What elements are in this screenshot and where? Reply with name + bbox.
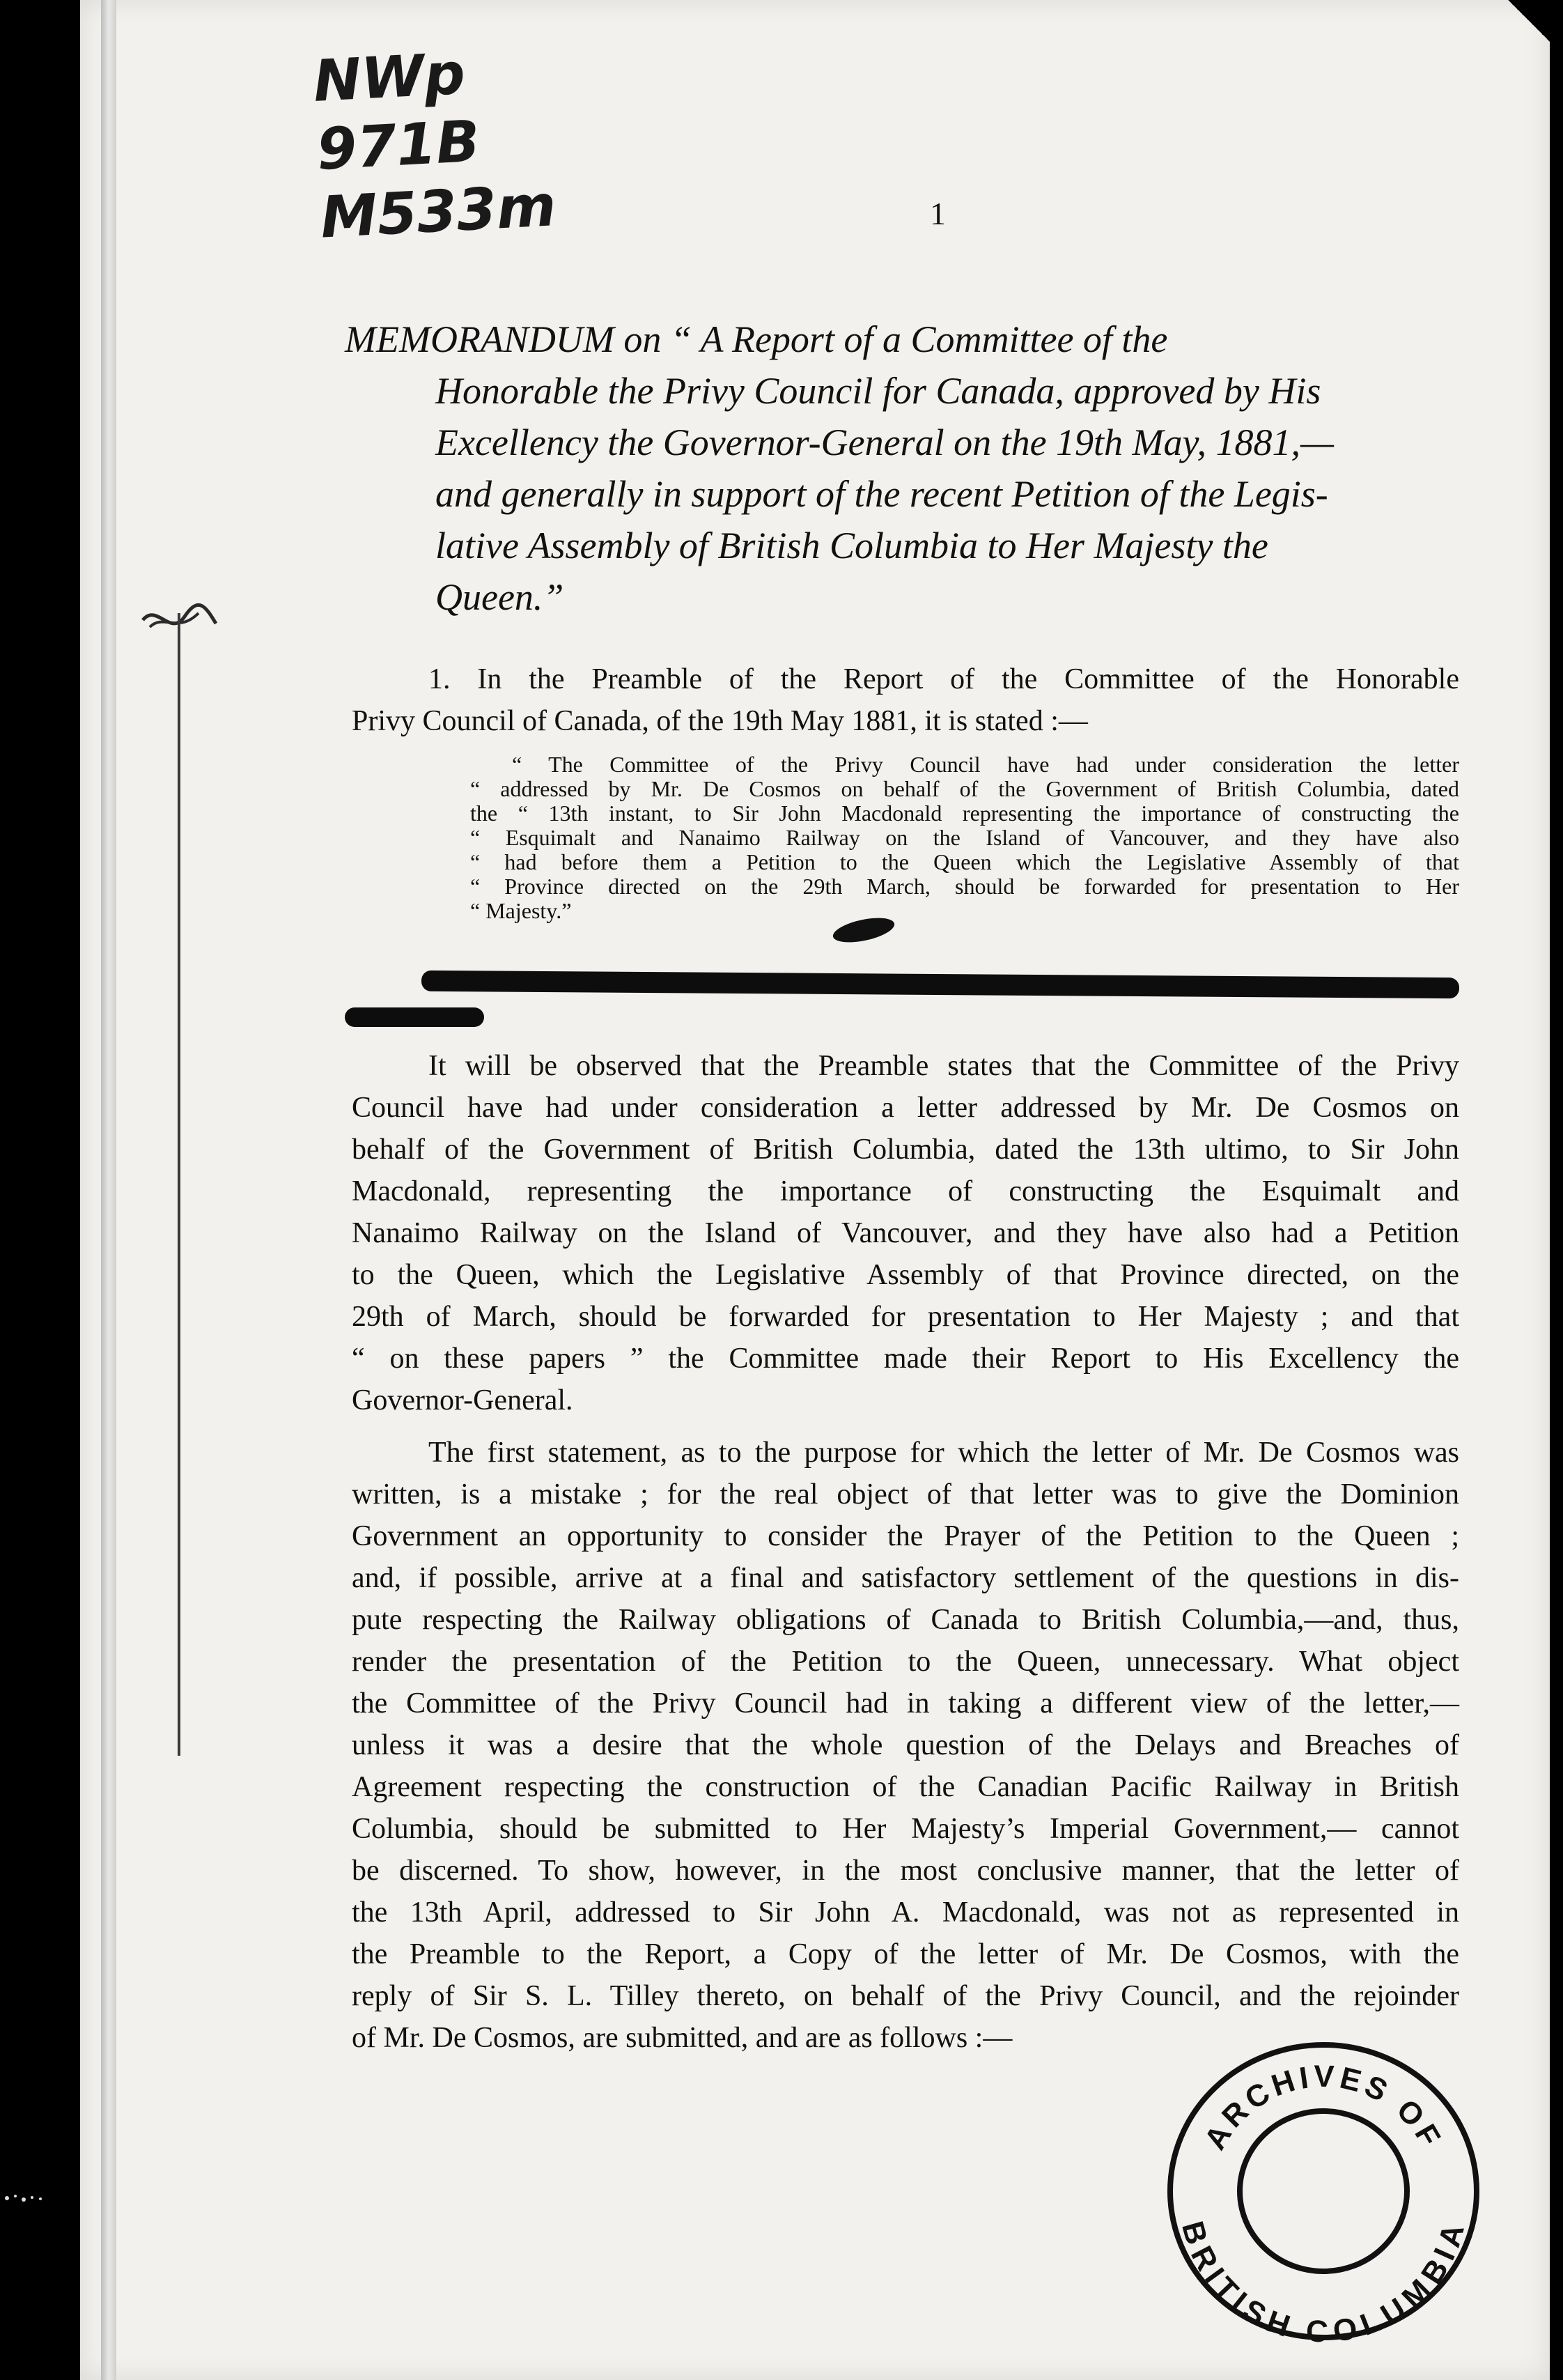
page-number: 1 bbox=[930, 196, 946, 231]
paragraph-line: to the Queen, which the Legislative Assembly of that Province directed, on the bbox=[352, 1259, 1459, 1291]
binding-spine bbox=[101, 0, 116, 2380]
strike-bar bbox=[421, 971, 1459, 998]
memorandum-title bbox=[345, 314, 1459, 623]
paragraph-line: the Preamble to the Report, a Copy of the letter of Mr. De Cosmos, with the bbox=[352, 1938, 1459, 1970]
paragraph-line: Council have had under consideration a letter addressed by Mr. De Cosmos on bbox=[352, 1092, 1459, 1124]
paragraph-line: “ on these papers ” the Committee made their Report to His Excellency the bbox=[352, 1343, 1459, 1375]
paragraph-1 bbox=[352, 658, 1459, 742]
paragraph-line: render the presentation of the Petition to the Queen, unnecessary. What object bbox=[352, 1646, 1459, 1678]
svg-text:BRITISH COLUMBIA bbox=[1175, 2218, 1472, 2344]
document-page bbox=[80, 0, 1550, 2380]
quote-line: “ The Committee of the Privy Council have had under consideration the letter bbox=[512, 752, 1459, 777]
paragraph-line: of Mr. De Cosmos, are submitted, and are as follows :— bbox=[352, 2022, 1013, 2054]
paragraph-line: The first statement, as to the purpose for which the letter of Mr. De Cosmos was bbox=[428, 1437, 1459, 1469]
paragraph-line: pute respecting the Railway obligations of Canada to British Columbia,—and, thus, bbox=[352, 1604, 1459, 1636]
quote-line: “ had before them a Petition to the Queen which the Legislative Assembly of that bbox=[470, 849, 1459, 874]
paragraph-line: written, is a mistake ; for the real object of that letter was to give the Dominion bbox=[352, 1478, 1459, 1510]
paragraph-line: Nanaimo Railway on the Island of Vancouver, and they have also had a Petition bbox=[352, 1217, 1459, 1249]
quote-line: “ Province directed on the 29th March, should be forwarded for presentation to Her bbox=[470, 874, 1459, 899]
archives-stamp bbox=[1163, 2038, 1484, 2344]
paragraph-line: behalf of the Government of British Columbia, dated the 13th ultimo, to Sir John bbox=[352, 1134, 1459, 1166]
call-number-line: NWp bbox=[311, 40, 467, 115]
stamp-bottom-text: BRITISH COLUMBIA bbox=[1175, 2218, 1472, 2344]
paragraph-line: Government an opportunity to consider the Prayer of the Petition to the Queen ; bbox=[352, 1520, 1459, 1552]
paragraph-line: 29th of March, should be forwarded for presentation to Her Majesty ; and that bbox=[352, 1301, 1459, 1333]
paragraph-3 bbox=[352, 1432, 1459, 2059]
paragraph-line: Agreement respecting the construction of the Canadian Pacific Railway in British bbox=[352, 1771, 1459, 1803]
handwritten-call-number bbox=[312, 36, 558, 252]
block-quote bbox=[470, 752, 1459, 923]
paragraph-line: Governor-General. bbox=[352, 1384, 573, 1416]
edge-specks bbox=[0, 2188, 56, 2209]
quote-line: “ Majesty.” bbox=[470, 898, 572, 923]
stamp-top-text: ARCHIVES OF bbox=[1197, 2059, 1449, 2156]
title-line: lative Assembly of British Columbia to Her Majesty the bbox=[435, 525, 1268, 566]
quote-line: the “ 13th instant, to Sir John Macdonald representing the importance of constructing the bbox=[470, 801, 1459, 826]
call-number-line: M533m bbox=[318, 173, 558, 252]
paragraph-line: be discerned. To show, however, in the most conclusive manner, that the letter of bbox=[352, 1855, 1459, 1887]
paragraph-line: It will be observed that the Preamble states that the Committee of the Privy bbox=[428, 1050, 1459, 1082]
quote-line: “ addressed by Mr. De Cosmos on behalf of the Government of British Columbia, dated bbox=[470, 776, 1459, 801]
title-line: and generally in support of the recent Petition of the Legis- bbox=[435, 473, 1328, 515]
paragraph-2 bbox=[352, 1045, 1459, 1421]
strike-bar bbox=[345, 1007, 484, 1027]
paragraph-line: Columbia, should be submitted to Her Majesty’s Imperial Government,— cannot bbox=[352, 1813, 1459, 1845]
paragraph-line: the 13th April, addressed to Sir John A. Macdonald, was not as represented in bbox=[352, 1896, 1459, 1929]
call-number-line: 971B bbox=[315, 108, 482, 183]
binding-thread bbox=[178, 613, 180, 1756]
paragraph-line: and, if possible, arrive at a final and satisfactory settlement of the questions in dis- bbox=[352, 1562, 1459, 1594]
paragraph-line: the Committee of the Privy Council had in taking a different view of the letter,— bbox=[352, 1687, 1459, 1720]
paragraph-line: reply of Sir S. L. Tilley thereto, on behalf of the Privy Council, and the rejoinder bbox=[352, 1980, 1459, 2012]
paragraph-line: unless it was a desire that the whole question of the Delays and Breaches of bbox=[352, 1729, 1459, 1761]
paragraph-line: Macdonald, representing the importance of constructing the Esquimalt and bbox=[352, 1175, 1459, 1207]
title-line: Queen.” bbox=[435, 576, 564, 618]
folded-corner bbox=[1508, 0, 1550, 42]
title-line: MEMORANDUM on “ A Report of a Committee of the bbox=[345, 318, 1168, 360]
paragraph-line: Privy Council of Canada, of the 19th May 1881, it is stated :— bbox=[352, 705, 1088, 737]
quote-line: “ Esquimalt and Nanaimo Railway on the Island of Vancouver, and they have also bbox=[470, 825, 1459, 850]
title-line: Excellency the Governor-General on the 19th May, 1881,— bbox=[435, 422, 1335, 463]
struck-out-line bbox=[345, 961, 1459, 1031]
paragraph-line: 1. In the Preamble of the Report of the Committee of the Honorable bbox=[428, 663, 1459, 695]
title-line: Honorable the Privy Council for Canada, approved by His bbox=[435, 370, 1321, 412]
